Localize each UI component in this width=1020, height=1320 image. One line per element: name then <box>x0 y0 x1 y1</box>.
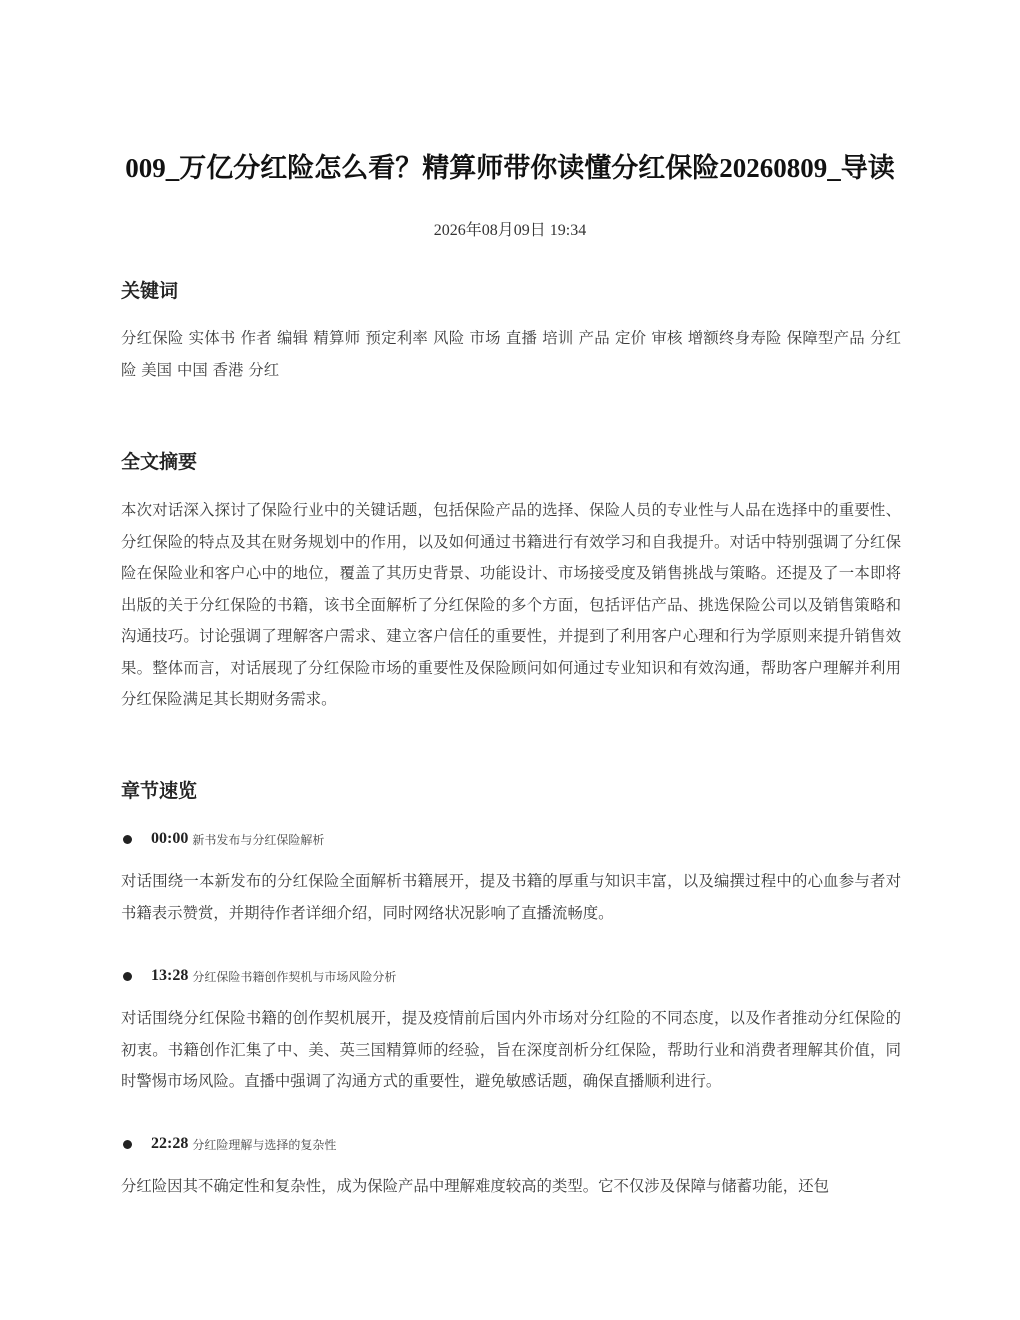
chapter-title: 分红险理解与选择的复杂性 <box>192 1137 337 1152</box>
document-date: 2026年08月09日 19:34 <box>433 222 587 239</box>
chapter-time: 22:28 <box>151 1135 189 1152</box>
chapter-text: 对话围绕分红保险书籍的创作契机展开，提及疫情前后国内外市场对分红险的不同态度，以及作者推动分红保险的初衷。书籍创作汇集了中、美、英三国精算师的经验，旨在深度剖析分红保险，帮助行业和消费者理解其价值，同时警惕市场风险。直播中强调了沟通方式的重要性，避免敏感话题，确保直播顺利进行。 <box>121 1009 901 1090</box>
chapter-item-header <box>121 964 396 988</box>
bullet-icon <box>123 972 132 981</box>
bullet-icon <box>123 835 132 844</box>
chapter-item-header <box>121 1132 336 1156</box>
keywords-heading: 关键词 <box>121 280 179 302</box>
chapter-text: 分红险因其不确定性和复杂性，成为保险产品中理解难度较高的类型。它不仅涉及保障与储蓄功能，还包 <box>121 1177 829 1195</box>
chapter-time: 00:00 <box>151 830 189 847</box>
summary-heading: 全文摘要 <box>121 451 198 473</box>
document-title: 009_万亿分红险怎么看？精算师带你读懂分红保险20260809_导读 <box>125 153 895 183</box>
chapter-item-header <box>121 827 324 851</box>
chapter-time: 13:28 <box>151 967 189 984</box>
keywords-text: 分红保险 实体书 作者 编辑 精算师 预定利率 风险 市场 直播 培训 产品 定价 审核 增额终身寿险 保障型产品 分红险 美国 中国 香港 分红 <box>121 329 901 379</box>
chapter-title: 分红保险书籍创作契机与市场风险分析 <box>192 969 397 984</box>
chapters-heading: 章节速览 <box>121 780 198 802</box>
chapter-text: 对话围绕一本新发布的分红保险全面解析书籍展开，提及书籍的厚重与知识丰富，以及编撰过程中的心血参与者对书籍表示赞赏，并期待作者详细介绍，同时网络状况影响了直播流畅度。 <box>121 872 901 922</box>
chapter-title: 新书发布与分红保险解析 <box>192 832 325 847</box>
summary-text: 本次对话深入探讨了保险行业中的关键话题，包括保险产品的选择、保险人员的专业性与人品在选择中的重要性、分红保险的特点及其在财务规划中的作用，以及如何通过书籍进行有效学习和自我提升。对话中特别强调了分红保险在保险业和客户心中的地位，覆盖了其历史背景、功能设计、市场接受度及销售挑战与策略。还提及了一本即将出版的关于分红保险的书籍，该书全面解析了分红保险的多个方面，包括评估产品、挑选保险公司以及销售策略和沟通技巧。讨论强调了理解客户需求、建立客户信任的重要性，并提到了利用客户心理和行为学原则来提升销售效果。整体而言，对话展现了分红保险市场的重要性及保险顾问如何通过专业知识和有效沟通，帮助客户理解并利用分红保险满足其长期财务需求。 <box>121 501 901 708</box>
bullet-icon <box>123 1140 132 1149</box>
